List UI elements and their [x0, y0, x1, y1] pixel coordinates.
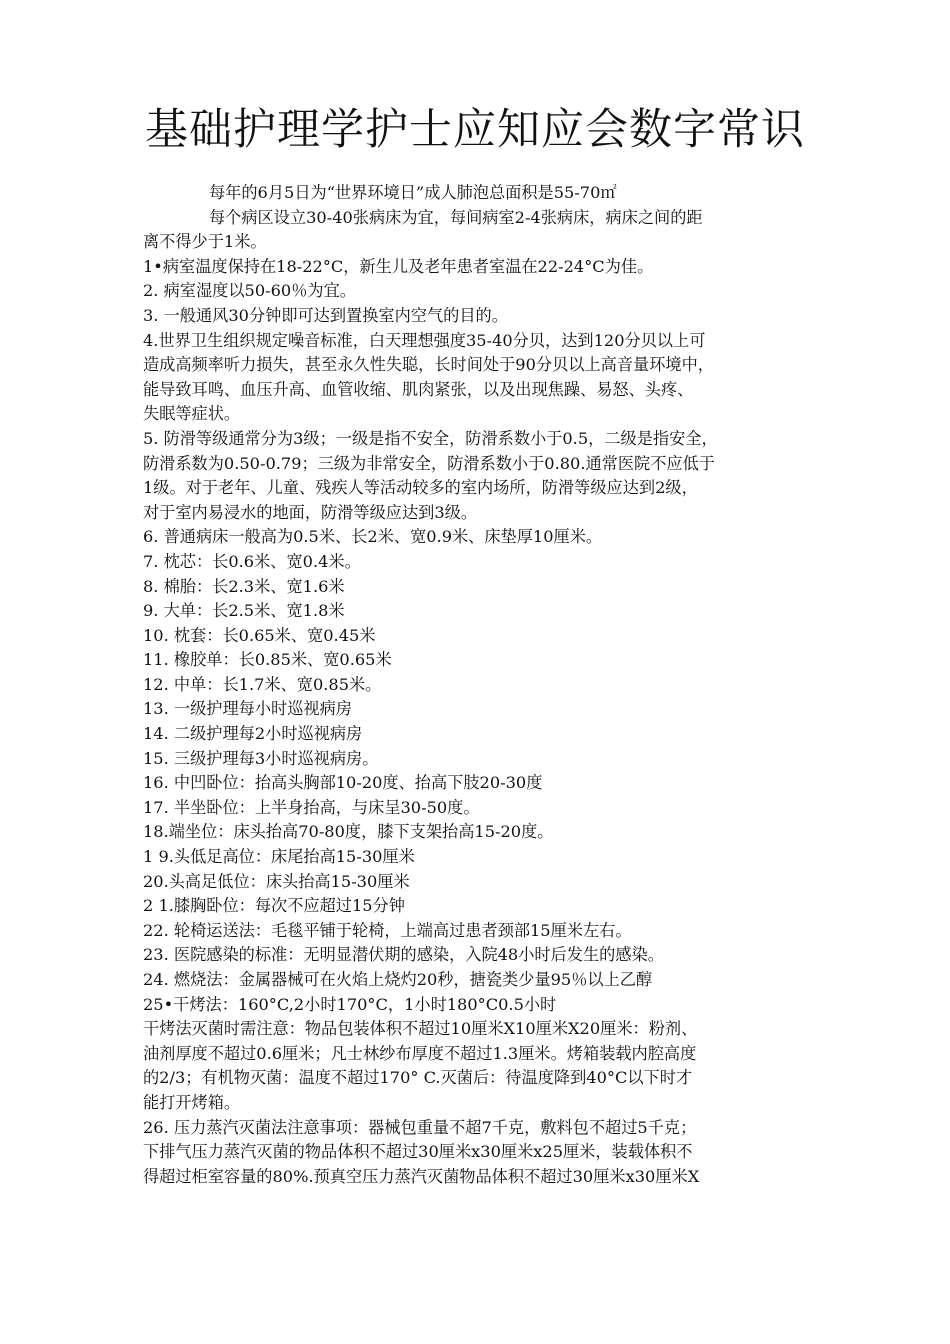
- document-title: 基础护理学护士应知应会数字常识: [145, 105, 805, 155]
- document-body: [143, 181, 811, 1189]
- text-line: 的2/3；有机物灭菌：温度不超过170° C.灭菌后：待温度降到40°C以下时才: [143, 1068, 693, 1088]
- text-line: 15. 三级护理每3小时巡视病房。: [143, 748, 379, 768]
- text-line: 16. 中凹卧位：抬高头胸部10-20度、抬高下肢20-30度: [143, 773, 543, 793]
- text-line: 24. 燃烧法：金属器械可在火焰上烧灼20秒，搪瓷类少量95％以上乙醇: [143, 970, 653, 989]
- text-line: 1 9.头低足高位：床尾抬高15-30厘米: [143, 847, 415, 867]
- text-line: 离不得少于1米。: [143, 232, 267, 252]
- text-line: 造成高频率听力损失，甚至永久性失聪，长时间处于90分贝以上高音量环境中，: [143, 355, 714, 375]
- text-line: 23. 医院感染的标准：无明显潜伏期的感染，入院48小时后发生的感染。: [143, 945, 664, 965]
- text-line: 9. 大单：长2.5米、宽1.8米: [143, 601, 345, 621]
- text-line: 18.端坐位：床头抬高70-80度，膝下支架抬高15-20度。: [143, 822, 554, 842]
- text-line: 22. 轮椅运送法：毛毯平铺于轮椅，上端高过患者颈部15厘米左右。: [143, 920, 632, 940]
- text-line: 17. 半坐卧位：上半身抬高，与床呈30-50度。: [143, 797, 480, 817]
- text-line: 12. 中单：长1.7米、宽0.85米。: [143, 674, 382, 694]
- text-line: 每年的6月5日为“世界环境日”成人肺泡总面积是55-70㎡: [209, 183, 617, 202]
- text-line: 1级。对于老年、儿童、残疾人等活动较多的室内场所，防滑等级应达到2级，: [143, 478, 698, 498]
- text-line: 6. 普通病床一般高为0.5米、长2米、宽0.9米、床垫厚10厘米。: [143, 527, 603, 547]
- text-line: 7. 枕芯：长0.6米、宽0.4米。: [143, 551, 361, 571]
- text-line: 2 1.膝胸卧位：每次不应超过15分钟: [143, 896, 405, 916]
- text-line: 2. 病室湿度以50-60％为宜。: [143, 281, 356, 301]
- text-line: 得超过柜室容量的80%.预真空压力蒸汽灭菌物品体积不超过30厘米x30厘米X: [143, 1166, 700, 1186]
- text-line: 13. 一级护理每小时巡视病房: [143, 699, 352, 719]
- text-line: 防滑系数为0.50-0.79；三级为非常安全，防滑系数小于0.80.通常医院不应低于: [143, 453, 715, 473]
- text-line: 11. 橡胶单：长0.85米、宽0.65米: [143, 650, 392, 670]
- text-line: 1•病室温度保持在18-22°C，新生儿及老年患者室温在22-24°C为佳。: [143, 256, 654, 276]
- text-line: 干烤法灭菌时需注意：物品包装体积不超过10厘米X10厘米X20厘米：粉剂、: [143, 1019, 698, 1039]
- text-line: 8. 棉胎：长2.3米、宽1.6米: [143, 576, 345, 596]
- text-line: 失眠等症状。: [143, 404, 241, 424]
- text-line: 25•干烤法：160°C,2小时170°C，1小时180°C0.5小时: [143, 994, 557, 1014]
- text-line: 5. 防滑等级通常分为3级；一级是指不安全，防滑系数小于0.5，二级是指安全，: [143, 428, 718, 448]
- text-line: 对于室内易浸水的地面，防滑等级应达到3级。: [143, 502, 478, 522]
- text-line: 20.头高足低位：床头抬高15-30厘米: [143, 871, 410, 891]
- text-line: 26. 压力蒸汽灭菌法注意事项：器械包重量不超7千克，敷料包不超过5千克；: [143, 1117, 697, 1137]
- text-line: 10. 枕套：长0.65米、宽0.45米: [143, 625, 376, 645]
- text-line: 油剂厚度不超过0.6厘米；凡士林纱布厚度不超过1.3厘米。烤箱装载内腔高度: [143, 1043, 697, 1063]
- text-line: 能导致耳鸣、血压升高、血管收缩、肌肉紧张，以及出现焦躁、易怒、头疼、: [143, 379, 694, 399]
- text-line: 14. 二级护理每2小时巡视病房: [143, 724, 363, 744]
- text-line: 3. 一般通风30分钟即可达到置换室内空气的目的。: [143, 305, 508, 325]
- text-line: 能打开烤箱。: [143, 1092, 241, 1112]
- text-line: 4.世界卫生组织规定噪音标准，白天理想强度35-40分贝，达到120分贝以上可: [143, 330, 706, 350]
- text-line: 下排气压力蒸汽灭菌的物品体积不超过30厘米x30厘米x25厘米，装载体积不: [143, 1142, 693, 1162]
- text-line: 每个病区设立30-40张病床为宜，每间病室2-4张病床，病床之间的距: [209, 207, 703, 227]
